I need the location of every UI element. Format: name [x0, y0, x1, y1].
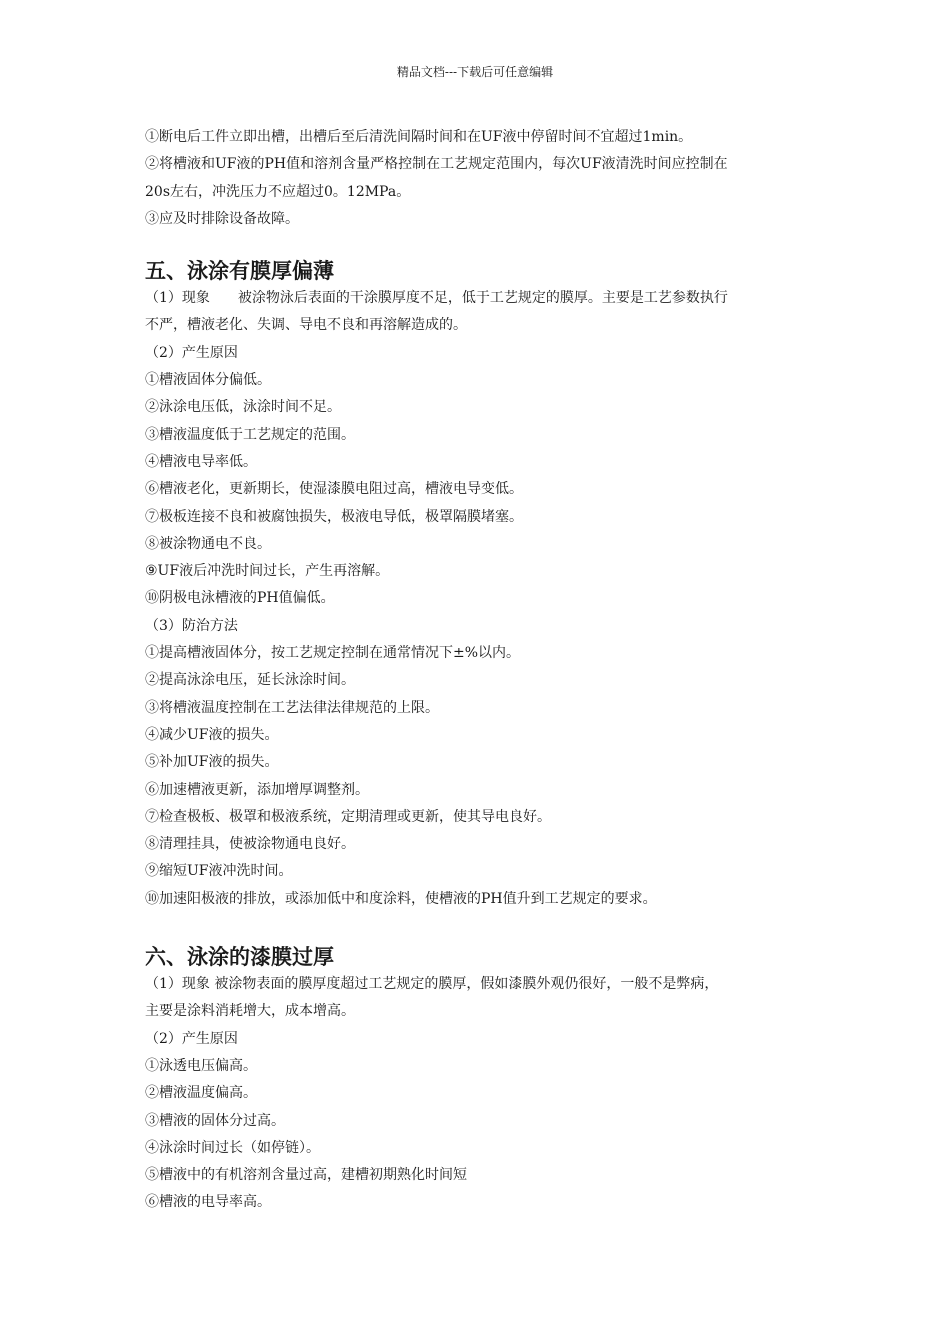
list-item: ⑦极板连接不良和被腐蚀损失，极液电导低，极罩隔膜堵塞。: [145, 508, 523, 525]
list-item: ③槽液温度低于工艺规定的范围。: [145, 426, 355, 443]
list-item: ⑦检查极板、极罩和极液系统，定期清理或更新，使其导电良好。: [145, 808, 551, 825]
text-line: 主要是涂料消耗增大，成本增高。: [145, 1003, 355, 1020]
list-item: ③将槽液温度控制在工艺法律法律规范的上限。: [145, 699, 439, 716]
list-item: ⑧清理挂具，使被涂物通电良好。: [145, 836, 355, 853]
list-item: ⑤槽液中的有机溶剂含量过高，建槽初期熟化时间短: [145, 1167, 467, 1184]
text-line: 不严，槽液老化、失调、导电不良和再溶解造成的。: [145, 317, 467, 334]
list-item: ④减少UF液的损失。: [145, 726, 279, 743]
list-item: ⑤补加UF液的损失。: [145, 754, 279, 771]
list-item: ⑥槽液老化，更新期长，使湿漆膜电阻过高，槽液电导变低。: [145, 481, 523, 498]
section-heading-5: 五、泳涂有膜厚偏薄: [145, 258, 334, 284]
list-item: ⑩阴极电泳槽液的PH值偏低。: [145, 590, 335, 607]
subheading: （2）产生原因: [145, 344, 238, 361]
section-heading-6: 六、泳涂的漆膜过厚: [145, 944, 334, 970]
intro-line: ①断电后工件立即出槽，出槽后至后清洗间隔时间和在UF液中停留时间不宜超过1min。: [145, 129, 693, 145]
list-item: ⑧被涂物通电不良。: [145, 535, 271, 552]
list-item: ②槽液温度偏高。: [145, 1085, 257, 1102]
section-5-body: [145, 285, 815, 913]
intro-line: 20s左右，冲洗压力不应超过0。12MPa。: [145, 183, 411, 200]
list-item: ①槽液固体分偏低。: [145, 372, 271, 389]
subheading: （2）产生原因: [145, 1030, 238, 1047]
list-item: ①提高槽液固体分，按工艺规定控制在通常情况下±%以内。: [145, 645, 521, 662]
list-item: ④泳涂时间过长（如停链）。: [145, 1139, 320, 1156]
list-item: ②提高泳涂电压，延长泳涂时间。: [145, 672, 355, 689]
list-item: ④槽液电导率低。: [145, 453, 257, 470]
page-header: 精品文档---下载后可任意编辑: [396, 65, 554, 79]
list-item: ③槽液的固体分过高。: [145, 1112, 285, 1129]
list-item: ①泳透电压偏高。: [145, 1057, 257, 1074]
list-item: ⑩加速阳极液的排放，或添加低中和度涂料，使槽液的PH值升到工艺规定的要求。: [145, 890, 657, 907]
text-line: （1）现象 被涂物泳后表面的干涂膜厚度不足，低于工艺规定的膜厚。主要是工艺参数执行: [145, 290, 728, 307]
section-6-body: [145, 971, 815, 1217]
list-item: ⑥加速槽液更新，添加增厚调整剂。: [145, 781, 369, 798]
document-body: [145, 124, 815, 1217]
list-item: ②泳涂电压低，泳涂时间不足。: [145, 399, 341, 416]
list-item: ⑨UF液后冲洗时间过长，产生再溶解。: [145, 563, 390, 580]
list-item: ⑨缩短UF液冲洗时间。: [145, 863, 293, 880]
intro-line: ②将槽液和UF液的PH值和溶剂含量严格控制在工艺规定范围内，每次UF液清洗时间应控制在: [145, 156, 728, 173]
text-line: （1）现象 被涂物表面的膜厚度超过工艺规定的膜厚，假如漆膜外观仍很好，一般不是弊病，: [145, 976, 719, 993]
subheading: （3）防治方法: [145, 617, 238, 634]
intro-line: ③应及时排除设备故障。: [145, 210, 299, 227]
list-item: ⑥槽液的电导率高。: [145, 1194, 271, 1211]
